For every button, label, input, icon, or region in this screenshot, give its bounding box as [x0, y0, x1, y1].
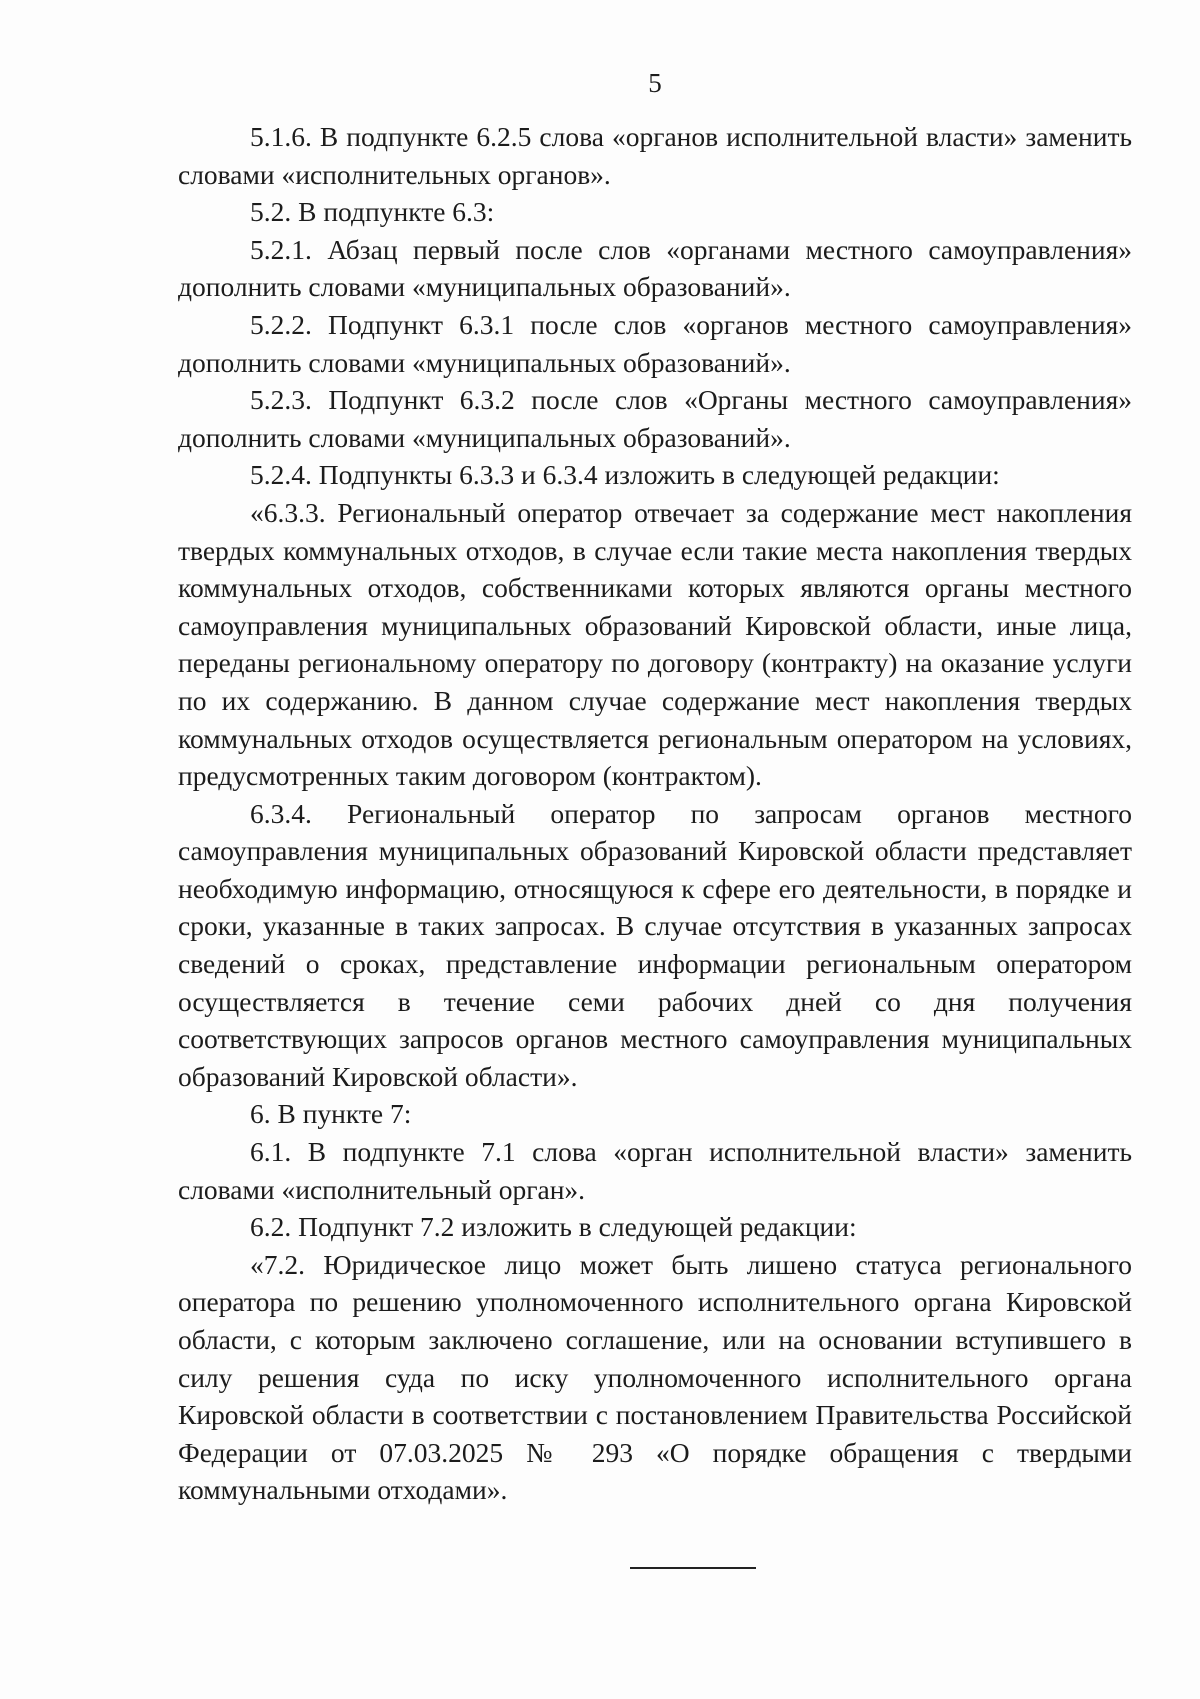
paragraph-5-1-6: 5.1.6. В подпункте 6.2.5 слова «органов исполнительной власти» заменить словами «исполнительных органов».	[178, 121, 1132, 190]
page-number: 5	[648, 68, 662, 98]
paragraph-5-2-3: 5.2.3. Подпункт 6.3.2 после слов «Органы местного самоуправления» дополнить словами «муниципальных образований».	[178, 384, 1132, 453]
paragraph-5-2: 5.2. В подпункте 6.3:	[250, 196, 495, 228]
paragraph-7-2: «7.2. Юридическое лицо может быть лишено статуса регионального оператора по решению уполномоченного исполнительного органа Кировской области, с которым заключено соглашение, или на основании вступившего в силу решения суда по иску уполномоченного исполнительного органа Кировской области в соответствии с постановлением Правительства Российской Федерации от 07.03.2025 № 293 «О порядке обращения с твердыми коммунальными отходами».	[178, 1248, 1132, 1506]
paragraph-6-1: 6.1. В подпункте 7.1 слова «орган исполнительной власти» заменить словами «исполнительный орган».	[178, 1136, 1132, 1205]
closing-rule	[630, 1567, 756, 1569]
paragraph-6-2: 6.2. Подпункт 7.2 изложить в следующей редакции:	[250, 1211, 857, 1243]
paragraph-6: 6. В пункте 7:	[250, 1098, 412, 1130]
paragraph-5-2-4: 5.2.4. Подпункты 6.3.3 и 6.3.4 изложить в следующей редакции:	[250, 459, 1000, 491]
paragraph-6-3-4: 6.3.4. Региональный оператор по запросам органов местного самоуправления муниципальных образований Кировской области представляет необходимую информацию, относящуюся к сфере его деятельности, в порядке и сроки, указанные в таких запросах. В случае отсутствия в указанных запросах сведений о сроках, представление информации региональным оператором осуществляется в течение семи рабочих дней со дня получения соответствующих запросов органов местного самоуправления муниципальных образований Кировской области».	[178, 797, 1132, 1092]
paragraph-5-2-1: 5.2.1. Абзац первый после слов «органами местного самоуправления» дополнить словами «муниципальных образований».	[178, 233, 1132, 303]
document-body	[178, 118, 1132, 1509]
paragraph-6-3-3: «6.3.3. Региональный оператор отвечает за содержание мест накопления твердых коммунальных отходов, в случае если такие места накопления твердых коммунальных отходов, собственниками которых являются органы местного самоуправления муниципальных образований Кировской области, иные лица, переданы региональному оператору по договору (контракту) на оказание услуги по их содержанию. В данном случае содержание мест накопления твердых коммунальных отходов осуществляется региональным оператором на условиях, предусмотренных таким договором (контрактом).	[178, 496, 1132, 792]
paragraph-5-2-2: 5.2.2. Подпункт 6.3.1 после слов «органов местного самоуправления» дополнить словами «муниципальных образований».	[178, 308, 1132, 378]
